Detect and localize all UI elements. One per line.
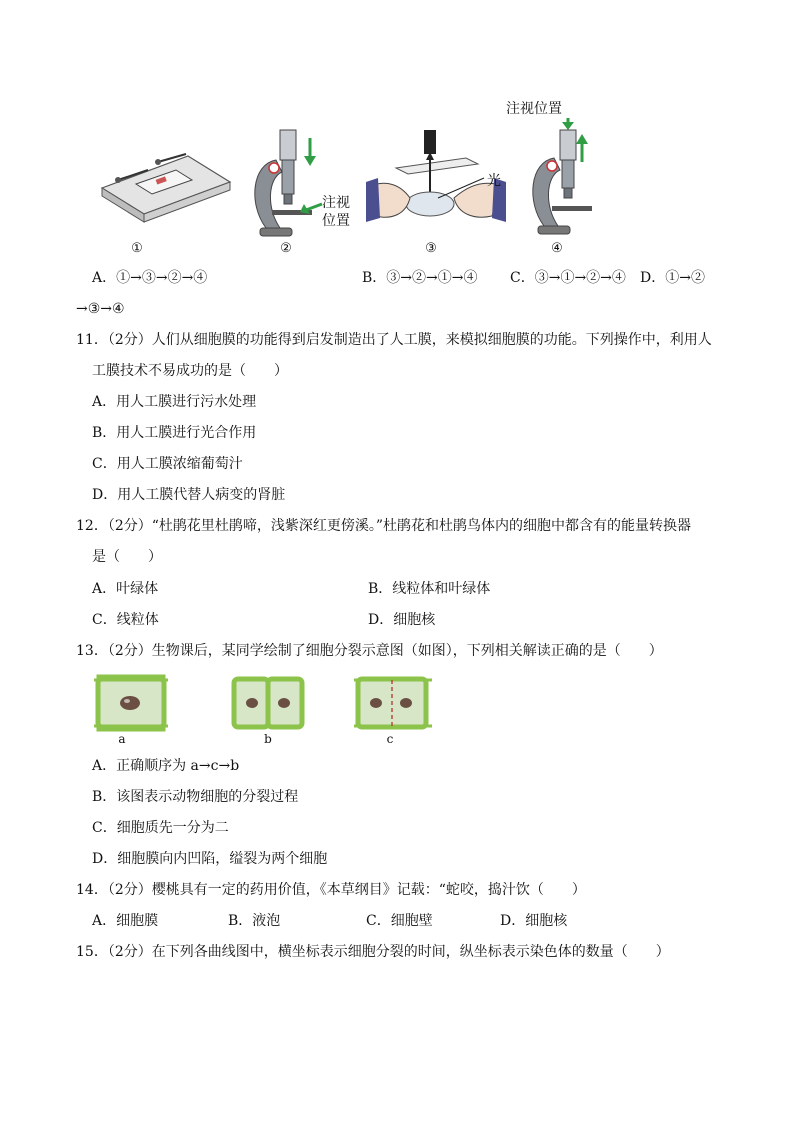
microscope-lowering-illustration — [246, 124, 326, 240]
q10-option-b: B．③→②→①→④ — [362, 270, 478, 286]
cell-c — [354, 676, 436, 730]
q13-stem: 13．（2分）生物课后，某同学绘制了细胞分裂示意图（如图），下列相关解读正确的是（ ） — [76, 643, 663, 659]
q12-option-a: A．叶绿体 — [92, 581, 159, 597]
q13-option-d: D．细胞膜向内凹陷，缢裂为两个细胞 — [92, 851, 328, 867]
figure-label-2: ② — [280, 241, 292, 256]
q10-option-c: C．③→①→②→④ — [510, 270, 626, 286]
q11-option-d: D．用人工膜代替人病变的肾脏 — [92, 487, 286, 503]
cell-label-c: c — [386, 732, 394, 746]
q11-option-c: C．用人工膜浓缩葡萄汁 — [92, 456, 243, 472]
q10-option-d: D．①→② — [640, 270, 705, 286]
q13-option-a: A．正确顺序为 a→c→b — [92, 758, 240, 774]
q11-option-b: B．用人工膜进行光合作用 — [92, 425, 257, 441]
q14-option-b: B．液泡 — [228, 913, 281, 929]
q14-option-d: D．细胞核 — [500, 913, 568, 929]
look-position-note-2: 注视 位置 — [322, 195, 350, 229]
q14-option-a: A．细胞膜 — [92, 913, 159, 929]
q11-stem-line1: 11．（2分）人们从细胞膜的功能得到启发制造出了人工膜，来模拟细胞膜的功能。下列操作中，利用人 — [76, 332, 712, 348]
q10-option-a: A．①→③→②→④ — [92, 270, 208, 286]
figure-label-4: ④ — [551, 241, 563, 256]
q12-option-d: D．细胞核 — [368, 612, 436, 628]
figure-label-1: ① — [131, 241, 143, 256]
q12-stem-line2: 是（ ） — [92, 549, 162, 565]
q15-stem: 15．（2分）在下列各曲线图中，横坐标表示细胞分裂的时间，纵坐标表示染色体的数量（ ） — [76, 944, 670, 960]
q12-stem-line1: 12．（2分）“杜鹃花里杜鹃啼，浅紫深红更傍溪。”杜鹃花和杜鹃鸟体内的细胞中都含有的能量转换器 — [76, 518, 692, 534]
q14-option-c: C．细胞壁 — [366, 913, 433, 929]
q13-option-c: C．细胞质先一分为二 — [92, 820, 229, 836]
q14-stem: 14．（2分）樱桃具有一定的药用价值，《本草纲目》记载：“蛇咬，捣汁饮（ ） — [76, 882, 586, 898]
look-position-note-4: 注视位置 — [506, 101, 562, 117]
slide-stage-illustration — [96, 150, 236, 230]
q11-stem-line2: 工膜技术不易成功的是（ ） — [92, 363, 288, 379]
q12-option-c: C．线粒体 — [92, 612, 159, 628]
cell-label-a: a — [118, 732, 126, 746]
cell-label-b: b — [264, 732, 272, 746]
cell-b — [232, 676, 304, 730]
q13-option-b: B．该图表示动物细胞的分裂过程 — [92, 789, 299, 805]
figure-label-3: ③ — [425, 241, 437, 256]
cell-a — [94, 676, 180, 730]
q10-option-d-continued: →③→④ — [76, 301, 125, 317]
microscope-raising-illustration — [524, 118, 604, 238]
hands-mirror-illustration — [366, 124, 506, 236]
q12-option-b: B．线粒体和叶绿体 — [368, 581, 491, 597]
light-note: 光 — [487, 173, 501, 189]
q11-option-a: A．用人工膜进行污水处理 — [92, 394, 257, 410]
